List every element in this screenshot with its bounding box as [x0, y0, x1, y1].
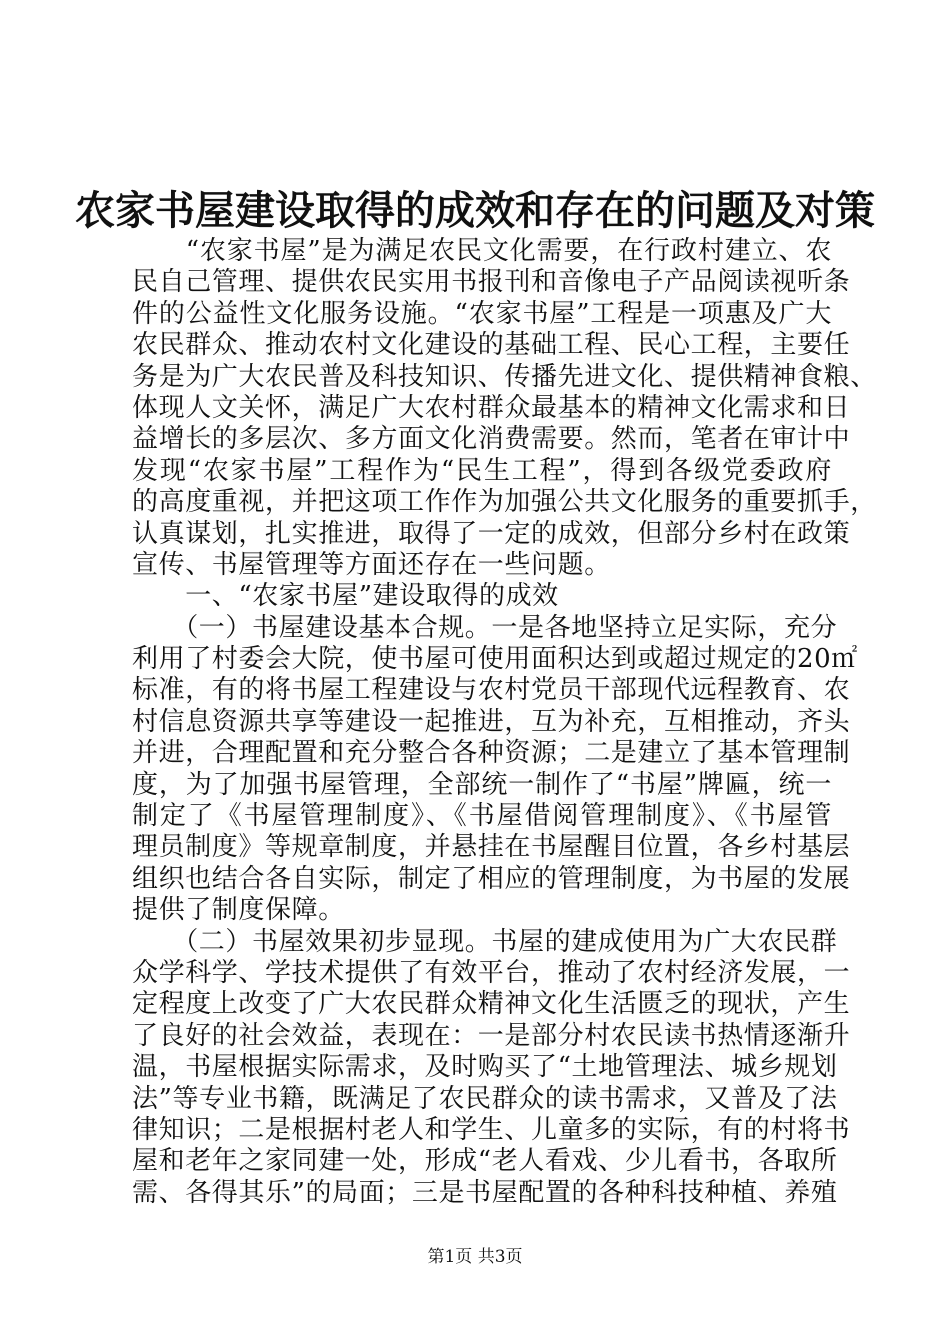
- text-line: 众学科学、学技术提供了有效平台，推动了农村经济发展，一: [132, 957, 851, 988]
- text-line: 利用了村委会大院，使书屋可使用面积达到或超过规定的20㎡: [132, 644, 858, 675]
- text-line: 了良好的社会效益，表现在：一是部分村农民读书热情逐渐升: [132, 1020, 851, 1051]
- text-line: 的高度重视，并把这项工作作为加强公共文化服务的重要抓手，: [132, 487, 877, 518]
- text-line: 制定了《书屋管理制度》、《书屋借阅管理制度》、《书屋管: [132, 801, 832, 832]
- text-line: 屋和老年之家同建一处，形成“老人看戏、少儿看书，各取所: [132, 1146, 838, 1177]
- text-line: 发现“农家书屋”工程作为“民生工程”，得到各级党委政府: [132, 455, 832, 486]
- text-line: 提供了制度保障。: [132, 895, 345, 926]
- text-line: 宣传、书屋管理等方面还存在一些问题。: [132, 549, 611, 580]
- text-line: 认真谋划，扎实推进，取得了一定的成效，但部分乡村在政策: [132, 518, 851, 549]
- section-heading: 一、“农家书屋”建设取得的成效: [132, 581, 559, 612]
- text-line: （二）书屋效果初步显现。书屋的建成使用为广大农民群: [132, 926, 838, 957]
- text-line: 村信息资源共享等建设一起推进，互为补充，互相推动，齐头: [132, 706, 851, 737]
- text-line: “农家书屋”是为满足农民文化需要，在行政村建立、农: [132, 236, 832, 266]
- text-line: 标准，有的将书屋工程建设与农村党员干部现代远程教育、农: [132, 675, 851, 706]
- text-line: 律知识；二是根据村老人和学生、儿童多的实际，有的村将书: [132, 1114, 851, 1145]
- page-number-footer: 第1页 共3页: [427, 1247, 523, 1267]
- text-line: 定程度上改变了广大农民群众精神文化生活匮乏的现状，产生: [132, 989, 851, 1020]
- text-line: 法”等专业书籍，既满足了农民群众的读书需求，又普及了法: [132, 1083, 838, 1114]
- text-line: 需、各得其乐”的局面；三是书屋配置的各种科技种植、养殖: [132, 1177, 838, 1208]
- text-line: 并进，合理配置和充分整合各种资源；二是建立了基本管理制: [132, 738, 851, 769]
- text-line: 民自己管理、提供农民实用书报刊和音像电子产品阅读视听条: [132, 267, 851, 298]
- text-line: 务是为广大农民普及科技知识、传播先进文化、提供精神食粮、: [132, 361, 877, 392]
- text-line: 体现人文关怀，满足广大农村群众最基本的精神文化需求和日: [132, 392, 851, 423]
- text-line: 度，为了加强书屋管理，全部统一制作了“书屋”牌匾，统一: [132, 769, 832, 800]
- document-body: [132, 236, 877, 1209]
- text-line: 温，书屋根据实际需求，及时购买了“土地管理法、城乡规划: [132, 1052, 838, 1083]
- text-line: 益增长的多层次、多方面文化消费需要。然而，笔者在审计中: [132, 424, 851, 455]
- text-line: （一）书屋建设基本合规。一是各地坚持立足实际，充分: [132, 612, 838, 643]
- text-line: 农民群众、推动农村文化建设的基础工程、民心工程，主要任: [132, 330, 851, 361]
- document-title: 农家书屋建设取得的成效和存在的问题及对策: [75, 187, 875, 234]
- text-line: 件的公益性文化服务设施。“农家书屋”工程是一项惠及广大: [132, 298, 832, 329]
- text-line: 组织也结合各自实际，制定了相应的管理制度，为书屋的发展: [132, 863, 851, 894]
- text-line: 理员制度》等规章制度，并悬挂在书屋醒目位置，各乡村基层: [132, 832, 851, 863]
